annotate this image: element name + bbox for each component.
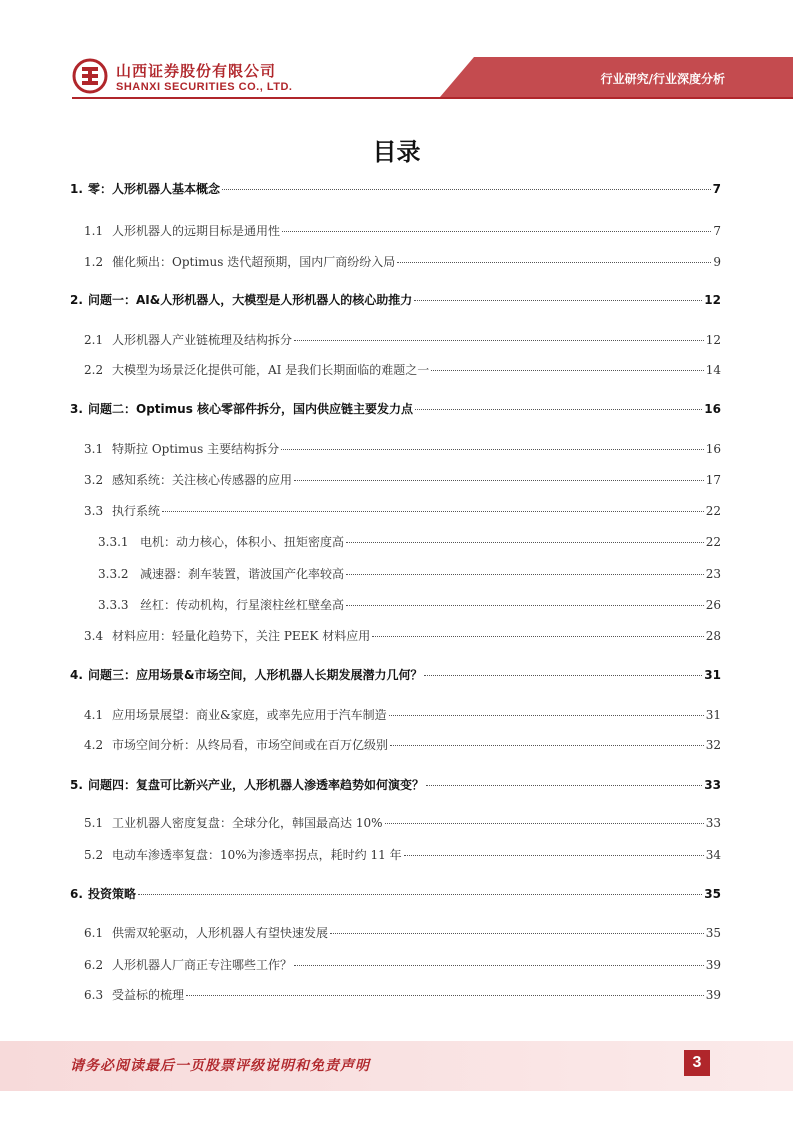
toc-page-number: 33	[705, 816, 721, 830]
toc-number: 2.	[70, 293, 83, 307]
toc-chapter-row[interactable]	[70, 400, 721, 420]
toc-section-row[interactable]	[70, 924, 721, 944]
toc-page-number: 32	[705, 738, 721, 752]
toc-section-row[interactable]	[70, 222, 721, 242]
toc-leader-dots	[186, 995, 704, 996]
toc-number: 5.2	[84, 848, 104, 862]
toc-title: 电机：动力核心，体积小、扭矩密度高	[140, 535, 345, 549]
toc-number: 3.3.2	[98, 567, 129, 581]
toc-page-number: 16	[704, 402, 721, 416]
header-divider	[72, 97, 793, 99]
toc-leader-dots	[294, 340, 704, 341]
toc-number: 6.	[70, 887, 83, 901]
toc-number: 4.	[70, 668, 83, 682]
toc-number: 2.2	[84, 363, 104, 377]
toc-title: 人形机器人厂商正专注哪些工作？	[112, 958, 293, 972]
toc-number: 6.2	[84, 958, 104, 972]
toc-number: 6.3	[84, 988, 104, 1002]
disclaimer-text: 请务必阅读最后一页股票评级说明和免责声明	[70, 1058, 370, 1074]
toc-title: 执行系统	[112, 504, 161, 518]
toc-page-number: 22	[705, 504, 721, 518]
toc-page-number: 33	[704, 778, 721, 792]
toc-section-row[interactable]	[70, 361, 721, 381]
toc-page-number: 26	[705, 598, 721, 612]
toc-section-row[interactable]	[70, 986, 721, 1006]
toc-leader-dots	[385, 823, 704, 824]
toc-page-number: 22	[705, 535, 721, 549]
toc-number: 3.1	[84, 442, 104, 456]
toc-title: 应用场景展望：商业&家庭，或率先应用于汽车制造	[112, 708, 387, 722]
toc-leader-dots	[397, 262, 711, 263]
toc-chapter-row[interactable]	[70, 885, 721, 905]
toc-page-number: 7	[713, 224, 721, 238]
toc-number: 3.2	[84, 473, 104, 487]
toc-title: 电动车渗透率复盘：10%为渗透率拐点，耗时约 11 年	[112, 848, 402, 862]
toc-section-row[interactable]	[70, 706, 721, 726]
toc-number: 3.	[70, 402, 83, 416]
company-name-cn: 山西证券股份有限公司	[116, 62, 277, 80]
toc-title: 投资策略	[88, 887, 137, 901]
toc-title: 减速器：刹车装置，谐波国产化率较高	[140, 567, 345, 581]
toc-section-row[interactable]	[70, 471, 721, 491]
toc-section-row[interactable]	[70, 502, 721, 522]
toc-section-row[interactable]	[70, 814, 721, 834]
toc-leader-dots	[426, 785, 702, 786]
toc-leader-dots	[346, 574, 704, 575]
toc-number: 2.1	[84, 333, 104, 347]
page-title: 目录	[372, 138, 421, 166]
toc-page-number: 7	[712, 182, 721, 196]
toc-number: 3.3.3	[98, 598, 129, 612]
toc-title: 催化频出：Optimus 迭代超预期，国内厂商纷纷入局	[112, 255, 396, 269]
toc-page-number: 23	[705, 567, 721, 581]
toc-number: 3.4	[84, 629, 104, 643]
toc-leader-dots	[162, 511, 704, 512]
toc-title: 人形机器人产业链梳理及结构拆分	[112, 333, 293, 347]
toc-leader-dots	[294, 480, 704, 481]
toc-leader-dots	[389, 715, 704, 716]
toc-leader-dots	[404, 855, 704, 856]
toc-number: 4.1	[84, 708, 104, 722]
toc-page-number: 39	[705, 958, 721, 972]
page-number: 3	[684, 1050, 710, 1076]
toc-page-number: 31	[704, 668, 721, 682]
toc-title: 丝杠：传动机构，行星滚柱丝杠壁垒高	[140, 598, 345, 612]
company-logo-icon	[72, 58, 108, 94]
report-type-label: 行业研究/行业深度分析	[600, 72, 725, 86]
toc-number: 3.3	[84, 504, 104, 518]
toc-leader-dots	[282, 231, 711, 232]
toc-section-row[interactable]	[70, 533, 721, 553]
toc-title: 问题四：复盘可比新兴产业，人形机器人渗透率趋势如何演变？	[88, 778, 425, 792]
toc-title: 问题一：AI&人形机器人，大模型是人形机器人的核心助推力	[88, 293, 413, 307]
toc-number: 4.2	[84, 738, 104, 752]
toc-title: 问题三：应用场景&市场空间，人形机器人长期发展潜力几何？	[88, 668, 423, 682]
toc-page-number: 17	[705, 473, 721, 487]
toc-title: 大模型为场景泛化提供可能，AI 是我们长期面临的难题之一	[112, 363, 430, 377]
toc-page-number: 28	[705, 629, 721, 643]
toc-leader-dots	[346, 542, 704, 543]
toc-section-row[interactable]	[70, 253, 721, 273]
toc-page-number: 35	[704, 887, 721, 901]
toc-title: 市场空间分析：从终局看，市场空间或在百万亿级别	[112, 738, 389, 752]
toc-leader-dots	[138, 894, 702, 895]
toc-chapter-row[interactable]	[70, 180, 721, 200]
toc-leader-dots	[294, 965, 704, 966]
toc-title: 供需双轮驱动，人形机器人有望快速发展	[112, 926, 329, 940]
toc-section-row[interactable]	[70, 331, 721, 351]
toc-page-number: 14	[705, 363, 721, 377]
toc-title: 材料应用：轻量化趋势下，关注 PEEK 材料应用	[112, 629, 371, 643]
toc-title: 工业机器人密度复盘：全球分化，韩国最高达 10%	[112, 816, 383, 830]
toc-number: 3.3.1	[98, 535, 129, 549]
company-name-en: SHANXI SECURITIES CO., LTD.	[116, 81, 293, 93]
toc-chapter-row[interactable]	[70, 776, 721, 796]
toc-page-number: 12	[704, 293, 721, 307]
toc-section-row[interactable]	[70, 736, 721, 756]
toc-chapter-row[interactable]	[70, 666, 721, 686]
toc-number: 1.2	[84, 255, 104, 269]
toc-page-number: 16	[705, 442, 721, 456]
toc-number: 6.1	[84, 926, 104, 940]
toc-page-number: 34	[705, 848, 721, 862]
toc-page-number: 12	[705, 333, 721, 347]
toc-leader-dots	[424, 675, 702, 676]
toc-number: 5.1	[84, 816, 104, 830]
toc-title: 零：人形机器人基本概念	[88, 182, 221, 196]
toc-page-number: 31	[705, 708, 721, 722]
toc-leader-dots	[372, 636, 704, 637]
toc-page-number: 39	[705, 988, 721, 1002]
toc-number: 1.1	[84, 224, 104, 238]
toc-leader-dots	[281, 449, 704, 450]
toc-title: 人形机器人的远期目标是通用性	[112, 224, 281, 238]
toc-title: 特斯拉 Optimus 主要结构拆分	[112, 442, 280, 456]
toc-number: 5.	[70, 778, 83, 792]
toc-page-number: 9	[713, 255, 721, 269]
page-header	[0, 0, 793, 100]
toc-chapter-row[interactable]	[70, 291, 721, 311]
toc-title: 感知系统：关注核心传感器的应用	[112, 473, 293, 487]
toc-leader-dots	[390, 745, 704, 746]
toc-leader-dots	[222, 189, 711, 190]
toc-page-number: 35	[705, 926, 721, 940]
toc-leader-dots	[431, 370, 703, 371]
toc-leader-dots	[330, 933, 704, 934]
toc-title: 受益标的梳理	[112, 988, 185, 1002]
toc-section-row[interactable]	[70, 846, 721, 866]
toc-leader-dots	[346, 605, 704, 606]
toc-section-row[interactable]	[70, 565, 721, 585]
toc-leader-dots	[415, 409, 702, 410]
toc-section-row[interactable]	[70, 440, 721, 460]
toc-section-row[interactable]	[70, 596, 721, 616]
toc-leader-dots	[414, 300, 702, 301]
toc-section-row[interactable]	[70, 627, 721, 647]
toc-number: 1.	[70, 182, 83, 196]
toc-title: 问题二：Optimus 核心零部件拆分，国内供应链主要发力点	[88, 402, 414, 416]
toc-section-row[interactable]	[70, 956, 721, 976]
